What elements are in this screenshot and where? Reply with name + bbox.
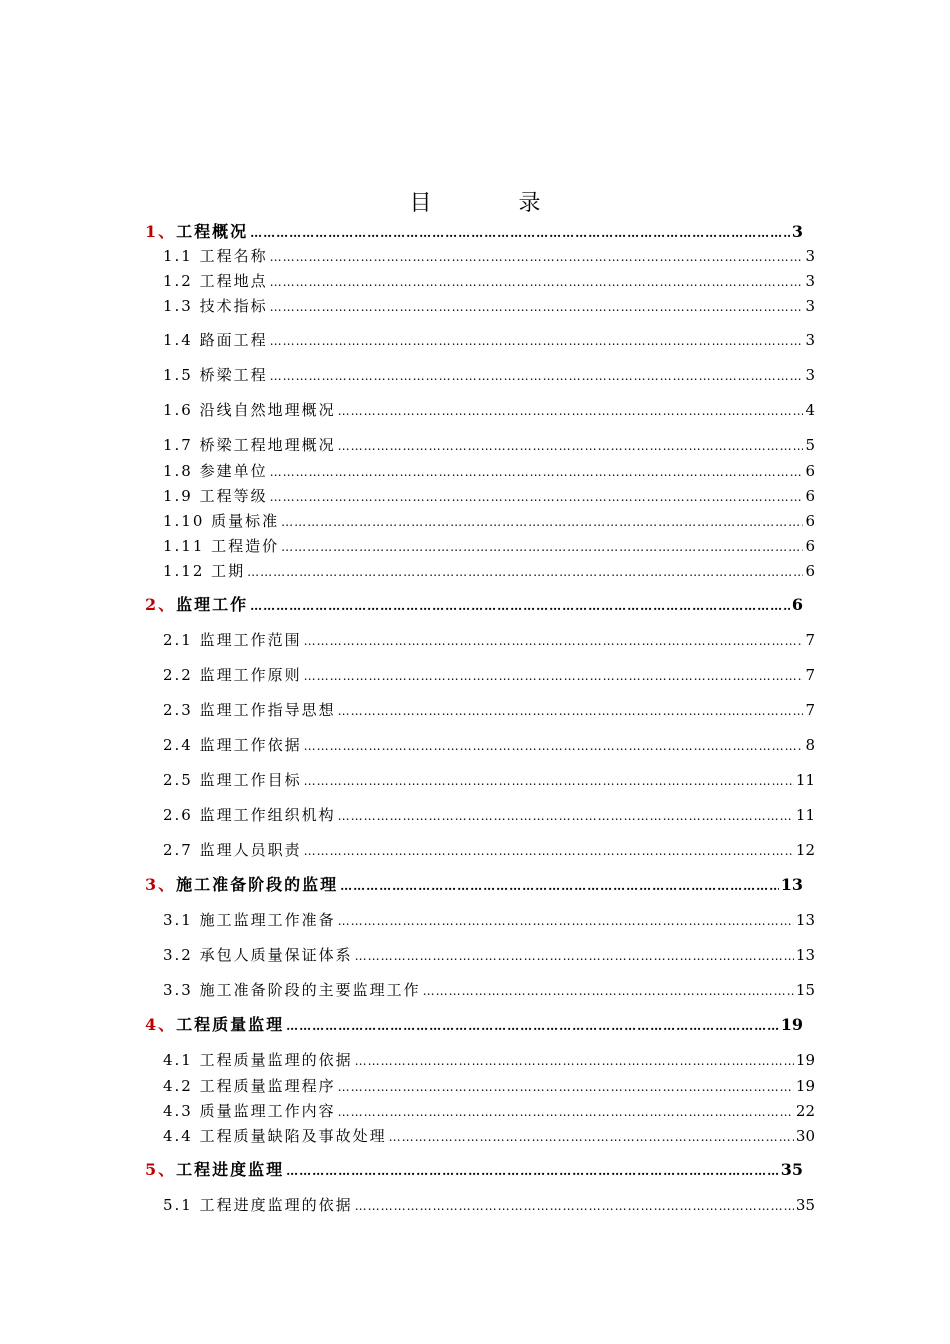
toc-leader-dots: [281, 536, 803, 558]
toc-page-number: 6: [791, 595, 803, 614]
toc-entry-label: [163, 1100, 336, 1122]
toc-entry-label: [163, 629, 302, 651]
toc-section-entry[interactable]: [163, 699, 815, 722]
toc-page-number: 22: [795, 1102, 815, 1120]
toc-entry-label: [163, 460, 268, 482]
toc-entry-text: 1.7 桥梁工程地理概况: [163, 436, 336, 454]
toc-entry-label: [163, 979, 421, 1001]
toc-entry-text: 1.2 工程地点: [163, 272, 268, 290]
toc-entry-text: 施工准备阶段的监理: [176, 875, 339, 894]
toc-chapter-number: 4、: [145, 1015, 177, 1034]
toc-entry-label: [145, 1014, 284, 1036]
toc-chapter-entry[interactable]: [145, 1014, 803, 1037]
toc-section-entry[interactable]: [163, 485, 815, 508]
toc-entry-text: 2.2 监理工作原则: [163, 666, 302, 684]
toc-entry-text: 2.7 监理人员职责: [163, 841, 302, 859]
toc-page-number: 11: [795, 771, 815, 789]
toc-leader-dots: [270, 486, 804, 508]
toc-page-number: 15: [795, 981, 815, 999]
toc-section-entry[interactable]: [163, 1125, 815, 1148]
toc-leader-dots: [338, 435, 804, 457]
toc-entry-label: [163, 769, 302, 791]
toc-section-entry[interactable]: [163, 839, 815, 862]
toc-leader-dots: [304, 770, 794, 792]
toc-leader-dots: [304, 735, 804, 757]
toc-entry-text: 1.5 桥梁工程: [163, 366, 268, 384]
toc-chapter-number: 1、: [145, 222, 177, 241]
toc-section-entry[interactable]: [163, 270, 815, 293]
toc-entry-label: [163, 664, 302, 686]
toc-entry-label: [145, 874, 338, 896]
toc-section-entry[interactable]: [163, 979, 815, 1002]
toc-page-number: 6: [805, 512, 815, 530]
toc-entry-text: 工程进度监理: [176, 1160, 285, 1179]
toc-page-number: 3: [805, 297, 815, 315]
toc-entry-text: 4.2 工程质量监理程序: [163, 1077, 336, 1095]
toc-leader-dots: [340, 875, 779, 897]
toc-entry-text: 4.4 工程质量缺陷及事故处理: [163, 1127, 387, 1145]
toc-section-entry[interactable]: [163, 1100, 815, 1123]
toc-leader-dots: [355, 1195, 794, 1217]
toc-leader-dots: [247, 561, 803, 583]
toc-entry-label: [163, 434, 336, 456]
toc-entry-label: [163, 329, 268, 351]
toc-section-entry[interactable]: [163, 769, 815, 792]
toc-leader-dots: [270, 330, 804, 352]
toc-leader-dots: [338, 1076, 794, 1098]
toc-page-number: 30: [795, 1127, 815, 1145]
toc-page-number: 7: [805, 701, 815, 719]
toc-section-entry[interactable]: [163, 734, 815, 757]
toc-chapter-entry[interactable]: [145, 1159, 803, 1182]
toc-entry-text: 2.1 监理工作范围: [163, 631, 302, 649]
toc-leader-dots: [281, 511, 803, 533]
toc-page-number: 6: [805, 537, 815, 555]
toc-entry-text: 1.8 参建单位: [163, 462, 268, 480]
toc-leader-dots: [270, 461, 804, 483]
toc-entry-text: 工程质量监理: [176, 1015, 285, 1034]
toc-entry-label: [163, 1075, 336, 1097]
toc-entry-label: [163, 560, 245, 582]
toc-leader-dots: [423, 980, 794, 1002]
toc-section-entry[interactable]: [163, 909, 815, 932]
toc-section-entry[interactable]: [163, 434, 815, 457]
toc-entry-text: 4.1 工程质量监理的依据: [163, 1051, 353, 1069]
toc-entry-label: [163, 270, 268, 292]
toc-entry-label: [163, 1049, 353, 1071]
toc-section-entry[interactable]: [163, 1075, 815, 1098]
toc-page-number: 5: [805, 436, 815, 454]
toc-entry-label: [163, 944, 353, 966]
toc-section-entry[interactable]: [163, 664, 815, 687]
toc-entry-label: [163, 245, 268, 267]
toc-section-entry[interactable]: [163, 364, 815, 387]
toc-entry-text: 1.3 技术指标: [163, 297, 268, 315]
toc-section-entry[interactable]: [163, 329, 815, 352]
toc-leader-dots: [270, 365, 804, 387]
toc-entry-text: 4.3 质量监理工作内容: [163, 1102, 336, 1120]
toc-entry-text: 2.3 监理工作指导思想: [163, 701, 336, 719]
toc-entry-label: [163, 1125, 387, 1147]
toc-page-number: 19: [780, 1015, 803, 1034]
toc-leader-dots: [286, 1160, 779, 1182]
toc-page-number: 6: [805, 487, 815, 505]
toc-entry-label: [145, 1159, 284, 1181]
toc-entry-text: 工程概况: [176, 222, 249, 241]
toc-entry-text: 3.1 施工监理工作准备: [163, 911, 336, 929]
toc-entry-text: 3.2 承包人质量保证体系: [163, 946, 353, 964]
toc-entry-label: [163, 839, 302, 861]
toc-entry-text: 1.12 工期: [163, 562, 246, 580]
toc-page-number: 12: [795, 841, 815, 859]
toc-section-entry[interactable]: [163, 460, 815, 483]
toc-leader-dots: [250, 595, 790, 617]
toc-page-number: 6: [805, 562, 815, 580]
toc-section-entry[interactable]: [163, 245, 815, 268]
toc-chapter-number: 2、: [145, 595, 177, 614]
toc-section-entry[interactable]: [163, 629, 815, 652]
toc-entry-text: 1.10 质量标准: [163, 512, 280, 530]
toc-page-number: 4: [805, 401, 815, 419]
toc-section-entry[interactable]: [163, 535, 815, 558]
toc-page-number: 13: [780, 875, 803, 894]
toc-entry-text: 1.1 工程名称: [163, 247, 268, 265]
toc-leader-dots: [355, 945, 794, 967]
toc-page-number: 3: [791, 222, 803, 241]
toc-entry-text: 1.4 路面工程: [163, 331, 268, 349]
toc-section-entry[interactable]: [163, 804, 815, 827]
toc-leader-dots: [270, 246, 804, 268]
toc-chapter-number: 5、: [145, 1160, 177, 1179]
toc-page-number: 19: [795, 1077, 815, 1095]
toc-entry-label: [163, 399, 336, 421]
toc-page-number: 35: [795, 1196, 815, 1214]
toc-section-entry[interactable]: [163, 944, 815, 967]
toc-page-number: 3: [805, 272, 815, 290]
toc-page-number: 19: [795, 1051, 815, 1069]
toc-entry-label: [163, 804, 336, 826]
toc-entry-text: 2.6 监理工作组织机构: [163, 806, 336, 824]
toc-page-number: 13: [795, 946, 815, 964]
toc-section-entry[interactable]: [163, 295, 815, 318]
toc-chapter-number: 3、: [145, 875, 177, 894]
toc-leader-dots: [270, 296, 804, 318]
toc-page-number: 6: [805, 462, 815, 480]
toc-entry-label: [163, 909, 336, 931]
toc-entry-label: [145, 594, 248, 616]
toc-entry-label: [163, 734, 302, 756]
toc-leader-dots: [304, 840, 794, 862]
toc-leader-dots: [286, 1015, 779, 1037]
toc-section-entry[interactable]: [163, 560, 815, 583]
toc-entry-text: 2.5 监理工作目标: [163, 771, 302, 789]
toc-leader-dots: [338, 400, 804, 422]
toc-chapter-entry[interactable]: [145, 874, 803, 897]
toc-entry-label: [163, 510, 279, 532]
toc-entry-text: 1.9 工程等级: [163, 487, 268, 505]
toc-page-number: 3: [805, 247, 815, 265]
toc-leader-dots: [338, 700, 804, 722]
toc-page-number: 7: [805, 666, 815, 684]
toc-page-number: 8: [805, 736, 815, 754]
toc-entry-label: [163, 535, 279, 557]
toc-leader-dots: [304, 665, 804, 687]
toc-section-entry[interactable]: [163, 510, 815, 533]
toc-entry-text: 3.3 施工准备阶段的主要监理工作: [163, 981, 421, 999]
toc-leader-dots: [338, 1101, 794, 1123]
toc-leader-dots: [338, 910, 794, 932]
toc-entry-text: 1.6 沿线自然地理概况: [163, 401, 336, 419]
toc-page-number: 11: [795, 806, 815, 824]
toc-page-number: 3: [805, 366, 815, 384]
toc-entry-label: [163, 364, 268, 386]
toc-entry-text: 5.1 工程进度监理的依据: [163, 1196, 353, 1214]
toc-entry-label: [163, 1194, 353, 1216]
toc-page-number: 7: [805, 631, 815, 649]
toc-chapter-entry[interactable]: [145, 594, 803, 617]
toc-leader-dots: [389, 1126, 794, 1148]
toc-chapter-entry[interactable]: [145, 221, 803, 244]
toc-page-number: 13: [795, 911, 815, 929]
toc-leader-dots: [355, 1050, 794, 1072]
toc-section-entry[interactable]: [163, 1194, 815, 1217]
toc-section-entry[interactable]: [163, 1049, 815, 1072]
toc-leader-dots: [270, 271, 804, 293]
toc-page-number: 3: [805, 331, 815, 349]
toc-leader-dots: [304, 630, 804, 652]
toc-entry-text: 2.4 监理工作依据: [163, 736, 302, 754]
toc-page-number: 35: [780, 1160, 803, 1179]
toc-leader-dots: [250, 222, 790, 244]
toc-entry-text: 监理工作: [176, 595, 249, 614]
toc-leader-dots: [338, 805, 794, 827]
toc-entry-label: [145, 221, 248, 243]
toc-entry-label: [163, 699, 336, 721]
toc-entry-label: [163, 485, 268, 507]
toc-title: 目 录: [409, 191, 581, 216]
toc-section-entry[interactable]: [163, 399, 815, 422]
toc-entry-label: [163, 295, 268, 317]
toc-entry-text: 1.11 工程造价: [163, 537, 280, 555]
